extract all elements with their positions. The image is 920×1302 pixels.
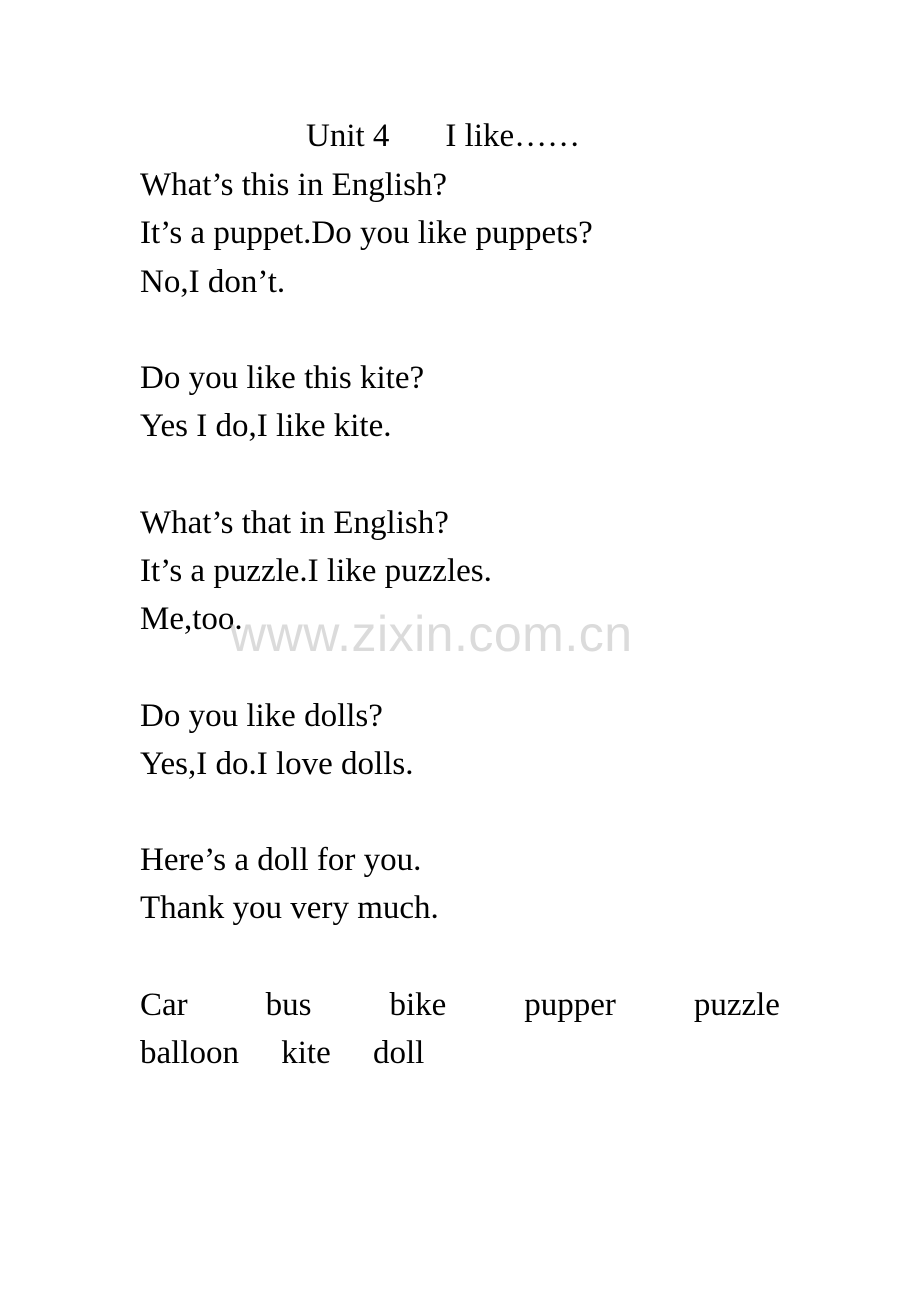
- dialogue-4-line-1: Do you like dolls?: [140, 698, 383, 734]
- dialogue-5-line-1: Here’s a doll for you.: [140, 842, 422, 878]
- dialogue-1-line-3: No,I don’t.: [140, 264, 286, 300]
- dialogue-1-line-2: It’s a puppet.Do you like puppets?: [140, 215, 593, 251]
- dialogue-5-line-2: Thank you very much.: [140, 890, 439, 926]
- unit-topic: I like……: [445, 118, 581, 154]
- watermark: www.zixin.com.cn: [230, 606, 633, 662]
- vocabulary-row-1: [140, 985, 780, 1025]
- vocab-word: doll: [372, 1035, 425, 1071]
- dialogue-1-line-1: What’s this in English?: [140, 167, 448, 203]
- vocab-word: balloon: [140, 1035, 239, 1071]
- unit-label: Unit 4: [306, 118, 390, 154]
- page-title: [306, 116, 580, 156]
- vocabulary-row-2: [140, 1033, 780, 1073]
- dialogue-2-line-2: Yes I do,I like kite.: [140, 408, 392, 444]
- vocab-word: bike: [389, 987, 447, 1023]
- dialogue-3-line-3: Me,too.: [140, 601, 243, 637]
- dialogue-4-line-2: Yes,I do.I love dolls.: [140, 746, 414, 782]
- vocab-word: Car: [140, 987, 188, 1023]
- dialogue-2-line-1: Do you like this kite?: [140, 360, 425, 396]
- vocab-word: puzzle: [693, 987, 780, 1023]
- vocab-word: kite: [281, 1035, 331, 1071]
- dialogue-3-line-2: It’s a puzzle.I like puzzles.: [140, 553, 492, 589]
- vocab-word: bus: [265, 987, 312, 1023]
- dialogue-3-line-1: What’s that in English?: [140, 505, 449, 541]
- vocab-word: pupper: [524, 987, 616, 1023]
